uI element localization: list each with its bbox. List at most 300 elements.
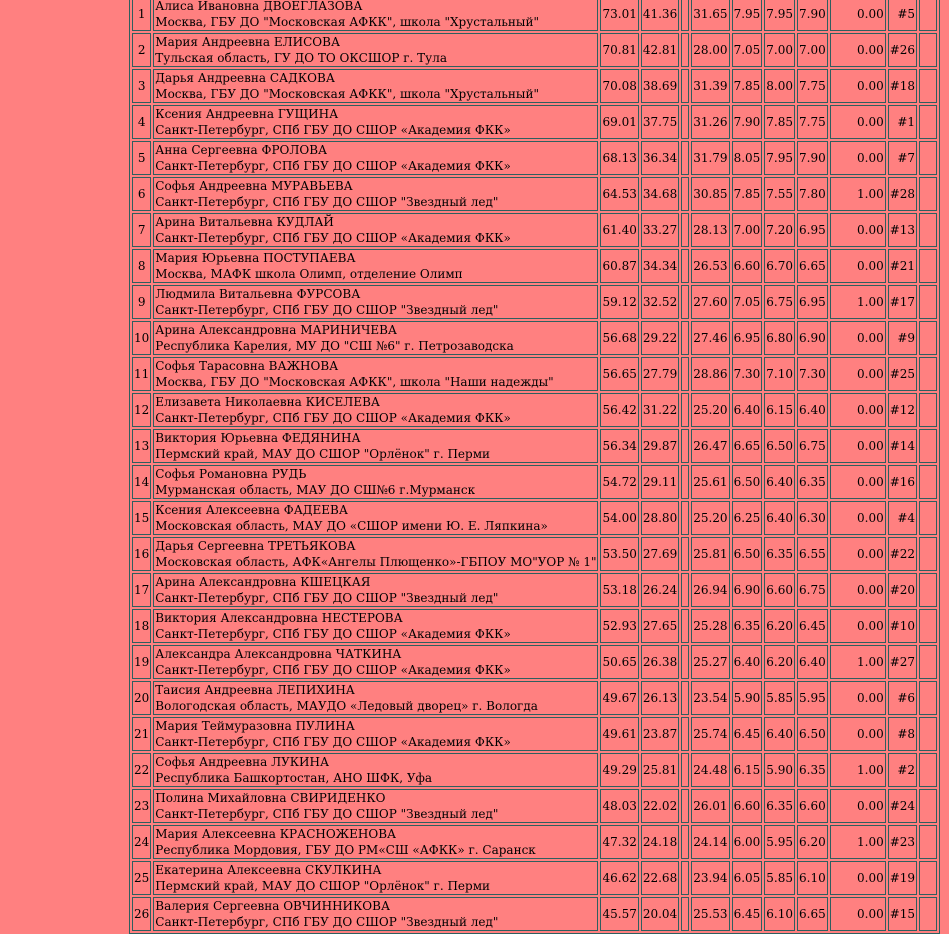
table-row bbox=[132, 393, 937, 427]
total-score-cell: 70.81 bbox=[600, 33, 638, 67]
table-row bbox=[132, 537, 937, 571]
results-table-container bbox=[129, 0, 940, 934]
spacer-cell bbox=[681, 429, 689, 463]
spacer-cell bbox=[681, 537, 689, 571]
skater-name[interactable]: Виктория Юрьевна ФЕДЯНИНА bbox=[155, 431, 361, 445]
element-score-cell: 25.81 bbox=[641, 753, 679, 787]
spacer-cell bbox=[681, 681, 689, 715]
total-score-cell: 73.01 bbox=[600, 0, 638, 31]
skater-club: Республика Башкортостан, АНО ШФК, Уфа bbox=[155, 771, 433, 785]
component-1-cell: 6.15 bbox=[732, 753, 763, 787]
component-2-cell: 7.10 bbox=[764, 357, 795, 391]
component-1-cell: 6.00 bbox=[732, 825, 763, 859]
component-3-cell: 7.00 bbox=[797, 33, 828, 67]
spacer-cell bbox=[681, 177, 689, 211]
skater-name[interactable]: Полина Михайловна СВИРИДЕНКО bbox=[155, 791, 386, 805]
skater-name[interactable]: Мария Теймуразовна ПУЛИНА bbox=[155, 719, 355, 733]
spacer-cell bbox=[681, 285, 689, 319]
results-table-body bbox=[132, 0, 937, 931]
spacer-cell bbox=[919, 429, 937, 463]
component-1-cell: 7.85 bbox=[732, 69, 763, 103]
component-2-cell: 6.10 bbox=[764, 897, 795, 931]
skater-cell bbox=[153, 213, 598, 247]
skater-cell bbox=[153, 753, 598, 787]
element-score-cell: 20.04 bbox=[641, 897, 679, 931]
start-number-cell: #10 bbox=[888, 609, 917, 643]
skater-name[interactable]: Александра Александровна ЧАТКИНА bbox=[155, 647, 402, 661]
skater-cell bbox=[153, 861, 598, 895]
component-1-cell: 6.25 bbox=[732, 501, 763, 535]
skater-name[interactable]: Арина Александровна КШЕЦКАЯ bbox=[155, 575, 371, 589]
skater-name[interactable]: Софья Тарасовна ВАЖНОВА bbox=[155, 359, 339, 373]
skater-club: Республика Мордовия, ГБУ ДО РМ«СШ «АФКК» г. Саранск bbox=[155, 843, 536, 857]
spacer-cell bbox=[681, 357, 689, 391]
skater-club: Санкт-Петербург, СПб ГБУ ДО СШОР "Звездный лед" bbox=[155, 303, 499, 317]
place-cell: 15 bbox=[132, 501, 151, 535]
skater-club: Санкт-Петербург, СПб ГБУ ДО СШОР «Академия ФКК» bbox=[155, 663, 511, 677]
component-3-cell: 7.90 bbox=[797, 0, 828, 31]
spacer-cell bbox=[919, 861, 937, 895]
start-number-cell: #21 bbox=[888, 249, 917, 283]
start-number-cell: #28 bbox=[888, 177, 917, 211]
start-number-cell: #24 bbox=[888, 789, 917, 823]
spacer-cell bbox=[919, 717, 937, 751]
table-row bbox=[132, 753, 937, 787]
total-score-cell: 69.01 bbox=[600, 105, 638, 139]
component-3-cell: 7.80 bbox=[797, 177, 828, 211]
spacer-cell bbox=[919, 501, 937, 535]
table-row bbox=[132, 177, 937, 211]
spacer-cell bbox=[919, 249, 937, 283]
component-1-cell: 6.50 bbox=[732, 465, 763, 499]
element-score-cell: 42.81 bbox=[641, 33, 679, 67]
place-cell: 5 bbox=[132, 141, 151, 175]
component-1-cell: 6.35 bbox=[732, 609, 763, 643]
total-score-cell: 46.62 bbox=[600, 861, 638, 895]
skater-cell bbox=[153, 789, 598, 823]
spacer-cell bbox=[681, 69, 689, 103]
place-cell: 2 bbox=[132, 33, 151, 67]
skater-name[interactable]: Мария Андреевна ЕЛИСОВА bbox=[155, 35, 341, 49]
total-score-cell: 56.68 bbox=[600, 321, 638, 355]
total-score-cell: 56.34 bbox=[600, 429, 638, 463]
spacer-cell bbox=[919, 789, 937, 823]
place-cell: 4 bbox=[132, 105, 151, 139]
deductions-cell: 0.00 bbox=[830, 501, 886, 535]
component-1-cell: 6.05 bbox=[732, 861, 763, 895]
skater-club: Санкт-Петербург, СПб ГБУ ДО СШОР «Академия ФКК» bbox=[155, 159, 511, 173]
table-row bbox=[132, 285, 937, 319]
element-score-cell: 34.68 bbox=[641, 177, 679, 211]
component-2-cell: 6.70 bbox=[764, 249, 795, 283]
spacer-cell bbox=[919, 681, 937, 715]
skater-name[interactable]: Алиса Ивановна ДВОЕГЛАЗОВА bbox=[155, 0, 363, 13]
component-2-cell: 6.20 bbox=[764, 645, 795, 679]
component-2-cell: 6.50 bbox=[764, 429, 795, 463]
table-row bbox=[132, 717, 937, 751]
start-number-cell: #12 bbox=[888, 393, 917, 427]
component-2-cell: 6.15 bbox=[764, 393, 795, 427]
component-1-cell: 7.00 bbox=[732, 213, 763, 247]
spacer-cell bbox=[919, 573, 937, 607]
component-1-cell: 5.90 bbox=[732, 681, 763, 715]
skater-cell bbox=[153, 285, 598, 319]
skater-name[interactable]: Арина Александровна МАРИНИЧЕВА bbox=[155, 323, 398, 337]
skater-club: Тульская область, ГУ ДО ТО ОКСШОР г. Тула bbox=[155, 51, 447, 65]
skater-club: Вологодская область, МАУДО «Ледовый дворец» г. Вологда bbox=[155, 699, 538, 713]
component-1-cell: 7.30 bbox=[732, 357, 763, 391]
start-number-cell: #23 bbox=[888, 825, 917, 859]
deductions-cell: 0.00 bbox=[830, 0, 886, 31]
component-score-cell: 27.46 bbox=[691, 321, 729, 355]
skater-name[interactable]: Таисия Андреевна ЛЕПИХИНА bbox=[155, 683, 355, 697]
table-row bbox=[132, 645, 937, 679]
skater-cell bbox=[153, 681, 598, 715]
table-row bbox=[132, 681, 937, 715]
spacer-cell bbox=[919, 825, 937, 859]
skater-name[interactable]: Анна Сергеевна ФРОЛОВА bbox=[155, 143, 328, 157]
element-score-cell: 41.36 bbox=[641, 0, 679, 31]
component-1-cell: 7.05 bbox=[732, 33, 763, 67]
component-1-cell: 6.50 bbox=[732, 537, 763, 571]
component-score-cell: 23.54 bbox=[691, 681, 729, 715]
deductions-cell: 1.00 bbox=[830, 753, 886, 787]
start-number-cell: #27 bbox=[888, 645, 917, 679]
component-2-cell: 7.55 bbox=[764, 177, 795, 211]
component-1-cell: 7.05 bbox=[732, 285, 763, 319]
skater-cell bbox=[153, 249, 598, 283]
component-score-cell: 25.81 bbox=[691, 537, 729, 571]
deductions-cell: 0.00 bbox=[830, 573, 886, 607]
deductions-cell: 0.00 bbox=[830, 897, 886, 931]
component-1-cell: 6.45 bbox=[732, 717, 763, 751]
place-cell: 13 bbox=[132, 429, 151, 463]
start-number-cell: #9 bbox=[888, 321, 917, 355]
spacer-cell bbox=[681, 717, 689, 751]
total-score-cell: 61.40 bbox=[600, 213, 638, 247]
component-3-cell: 6.20 bbox=[797, 825, 828, 859]
results-table bbox=[129, 0, 940, 934]
skater-name[interactable]: Виктория Александровна НЕСТЕРОВА bbox=[155, 611, 403, 625]
component-2-cell: 6.75 bbox=[764, 285, 795, 319]
spacer-cell bbox=[919, 141, 937, 175]
deductions-cell: 0.00 bbox=[830, 681, 886, 715]
deductions-cell: 1.00 bbox=[830, 285, 886, 319]
deductions-cell: 0.00 bbox=[830, 105, 886, 139]
component-2-cell: 7.00 bbox=[764, 33, 795, 67]
start-number-cell: #6 bbox=[888, 681, 917, 715]
component-3-cell: 6.45 bbox=[797, 609, 828, 643]
deductions-cell: 0.00 bbox=[830, 69, 886, 103]
deductions-cell: 0.00 bbox=[830, 861, 886, 895]
total-score-cell: 54.72 bbox=[600, 465, 638, 499]
skater-name[interactable]: Елизавета Николаевна КИСЕЛЕВА bbox=[155, 395, 380, 409]
component-3-cell: 6.10 bbox=[797, 861, 828, 895]
start-number-cell: #5 bbox=[888, 0, 917, 31]
component-1-cell: 7.85 bbox=[732, 177, 763, 211]
element-score-cell: 23.87 bbox=[641, 717, 679, 751]
place-cell: 9 bbox=[132, 285, 151, 319]
place-cell: 16 bbox=[132, 537, 151, 571]
total-score-cell: 45.57 bbox=[600, 897, 638, 931]
table-row bbox=[132, 897, 937, 931]
table-row bbox=[132, 789, 937, 823]
skater-cell bbox=[153, 357, 598, 391]
component-3-cell: 6.55 bbox=[797, 537, 828, 571]
component-score-cell: 25.27 bbox=[691, 645, 729, 679]
deductions-cell: 0.00 bbox=[830, 609, 886, 643]
component-2-cell: 6.60 bbox=[764, 573, 795, 607]
deductions-cell: 0.00 bbox=[830, 213, 886, 247]
component-score-cell: 31.26 bbox=[691, 105, 729, 139]
skater-cell bbox=[153, 429, 598, 463]
component-3-cell: 6.60 bbox=[797, 789, 828, 823]
start-number-cell: #20 bbox=[888, 573, 917, 607]
component-score-cell: 25.20 bbox=[691, 501, 729, 535]
skater-club: Москва, МАФК школа Олимп, отделение Олимп bbox=[155, 267, 463, 281]
element-score-cell: 27.65 bbox=[641, 609, 679, 643]
component-score-cell: 24.14 bbox=[691, 825, 729, 859]
total-score-cell: 47.32 bbox=[600, 825, 638, 859]
total-score-cell: 68.13 bbox=[600, 141, 638, 175]
element-score-cell: 36.34 bbox=[641, 141, 679, 175]
total-score-cell: 56.65 bbox=[600, 357, 638, 391]
spacer-cell bbox=[681, 753, 689, 787]
skater-cell bbox=[153, 69, 598, 103]
component-2-cell: 7.95 bbox=[764, 0, 795, 31]
start-number-cell: #25 bbox=[888, 357, 917, 391]
component-1-cell: 7.95 bbox=[732, 0, 763, 31]
total-score-cell: 70.08 bbox=[600, 69, 638, 103]
total-score-cell: 49.67 bbox=[600, 681, 638, 715]
table-row bbox=[132, 249, 937, 283]
start-number-cell: #17 bbox=[888, 285, 917, 319]
skater-cell bbox=[153, 177, 598, 211]
place-cell: 11 bbox=[132, 357, 151, 391]
skater-name[interactable]: Людмила Витальевна ФУРСОВА bbox=[155, 287, 361, 301]
table-row bbox=[132, 105, 937, 139]
skater-name[interactable]: Софья Романовна РУДЬ bbox=[155, 467, 307, 481]
skater-club: Московская область, АФК«Ангелы Плющенко»-ГБПОУ МО"УОР № 1" bbox=[155, 555, 597, 569]
skater-name[interactable]: Валерия Сергеевна ОВЧИННИКОВА bbox=[155, 899, 391, 913]
deductions-cell: 1.00 bbox=[830, 825, 886, 859]
component-2-cell: 7.95 bbox=[764, 141, 795, 175]
component-3-cell: 6.40 bbox=[797, 393, 828, 427]
place-cell: 8 bbox=[132, 249, 151, 283]
spacer-cell bbox=[681, 141, 689, 175]
spacer-cell bbox=[681, 861, 689, 895]
component-2-cell: 5.85 bbox=[764, 681, 795, 715]
skater-club: Московская область, МАУ ДО «СШОР имени Ю. Е. Ляпкина» bbox=[155, 519, 548, 533]
skater-cell bbox=[153, 825, 598, 859]
component-score-cell: 28.00 bbox=[691, 33, 729, 67]
spacer-cell bbox=[919, 321, 937, 355]
component-1-cell: 6.40 bbox=[732, 645, 763, 679]
start-number-cell: #2 bbox=[888, 753, 917, 787]
component-score-cell: 25.20 bbox=[691, 393, 729, 427]
spacer-cell bbox=[919, 465, 937, 499]
component-score-cell: 26.01 bbox=[691, 789, 729, 823]
element-score-cell: 24.18 bbox=[641, 825, 679, 859]
skater-name[interactable]: Софья Андреевна ЛУКИНА bbox=[155, 755, 330, 769]
start-number-cell: #1 bbox=[888, 105, 917, 139]
table-row bbox=[132, 357, 937, 391]
component-1-cell: 6.45 bbox=[732, 897, 763, 931]
skater-club: Санкт-Петербург, СПб ГБУ ДО СШОР "Звездный лед" bbox=[155, 591, 499, 605]
component-score-cell: 26.53 bbox=[691, 249, 729, 283]
spacer-cell bbox=[919, 285, 937, 319]
component-2-cell: 8.00 bbox=[764, 69, 795, 103]
component-score-cell: 27.60 bbox=[691, 285, 729, 319]
table-row bbox=[132, 213, 937, 247]
start-number-cell: #18 bbox=[888, 69, 917, 103]
component-score-cell: 25.61 bbox=[691, 465, 729, 499]
table-row bbox=[132, 0, 937, 31]
element-score-cell: 22.02 bbox=[641, 789, 679, 823]
skater-cell bbox=[153, 717, 598, 751]
skater-cell bbox=[153, 465, 598, 499]
component-2-cell: 5.85 bbox=[764, 861, 795, 895]
table-row bbox=[132, 69, 937, 103]
spacer-cell bbox=[681, 249, 689, 283]
skater-cell bbox=[153, 573, 598, 607]
table-row bbox=[132, 33, 937, 67]
place-cell: 7 bbox=[132, 213, 151, 247]
deductions-cell: 0.00 bbox=[830, 321, 886, 355]
skater-cell bbox=[153, 33, 598, 67]
skater-cell bbox=[153, 393, 598, 427]
deductions-cell: 0.00 bbox=[830, 537, 886, 571]
element-score-cell: 37.75 bbox=[641, 105, 679, 139]
skater-name[interactable]: Софья Андреевна МУРАВЬЕВА bbox=[155, 179, 353, 193]
deductions-cell: 0.00 bbox=[830, 141, 886, 175]
place-cell: 20 bbox=[132, 681, 151, 715]
deductions-cell: 1.00 bbox=[830, 645, 886, 679]
table-row bbox=[132, 861, 937, 895]
deductions-cell: 0.00 bbox=[830, 429, 886, 463]
spacer-cell bbox=[919, 537, 937, 571]
component-score-cell: 26.94 bbox=[691, 573, 729, 607]
spacer-cell bbox=[681, 501, 689, 535]
skater-cell bbox=[153, 141, 598, 175]
skater-club: Москва, ГБУ ДО "Московская АФКК", школа "Хрустальный" bbox=[155, 87, 539, 101]
component-3-cell: 7.30 bbox=[797, 357, 828, 391]
skater-cell bbox=[153, 321, 598, 355]
component-score-cell: 31.39 bbox=[691, 69, 729, 103]
component-score-cell: 31.65 bbox=[691, 0, 729, 31]
component-score-cell: 23.94 bbox=[691, 861, 729, 895]
element-score-cell: 26.24 bbox=[641, 573, 679, 607]
component-1-cell: 6.65 bbox=[732, 429, 763, 463]
table-row bbox=[132, 141, 937, 175]
start-number-cell: #16 bbox=[888, 465, 917, 499]
spacer-cell bbox=[919, 177, 937, 211]
component-score-cell: 31.79 bbox=[691, 141, 729, 175]
place-cell: 1 bbox=[132, 0, 151, 31]
component-3-cell: 6.30 bbox=[797, 501, 828, 535]
spacer-cell bbox=[681, 0, 689, 31]
component-3-cell: 6.50 bbox=[797, 717, 828, 751]
place-cell: 24 bbox=[132, 825, 151, 859]
place-cell: 26 bbox=[132, 897, 151, 931]
component-1-cell: 6.60 bbox=[732, 789, 763, 823]
element-score-cell: 31.22 bbox=[641, 393, 679, 427]
place-cell: 6 bbox=[132, 177, 151, 211]
spacer-cell bbox=[919, 645, 937, 679]
spacer-cell bbox=[919, 33, 937, 67]
place-cell: 17 bbox=[132, 573, 151, 607]
skater-cell bbox=[153, 645, 598, 679]
deductions-cell: 1.00 bbox=[830, 177, 886, 211]
element-score-cell: 26.13 bbox=[641, 681, 679, 715]
component-3-cell: 6.95 bbox=[797, 213, 828, 247]
component-score-cell: 25.74 bbox=[691, 717, 729, 751]
total-score-cell: 60.87 bbox=[600, 249, 638, 283]
component-2-cell: 6.20 bbox=[764, 609, 795, 643]
component-1-cell: 6.90 bbox=[732, 573, 763, 607]
skater-name[interactable]: Екатерина Алексеевна СКУЛКИНА bbox=[155, 863, 382, 877]
component-3-cell: 6.95 bbox=[797, 285, 828, 319]
component-2-cell: 6.40 bbox=[764, 717, 795, 751]
skater-name[interactable]: Мария Алексеевна КРАСНОЖЕНОВА bbox=[155, 827, 397, 841]
place-cell: 21 bbox=[132, 717, 151, 751]
skater-name[interactable]: Мария Юрьевна ПОСТУПАЕВА bbox=[155, 251, 356, 265]
component-3-cell: 6.35 bbox=[797, 753, 828, 787]
skater-cell bbox=[153, 0, 598, 31]
element-score-cell: 33.27 bbox=[641, 213, 679, 247]
skater-club: Республика Карелия, МУ ДО "СШ №6" г. Петрозаводска bbox=[155, 339, 514, 353]
spacer-cell bbox=[681, 465, 689, 499]
skater-club: Пермский край, МАУ ДО СШОР "Орлёнок" г. Перми bbox=[155, 447, 491, 461]
component-2-cell: 7.20 bbox=[764, 213, 795, 247]
skater-cell bbox=[153, 897, 598, 931]
skater-club: Санкт-Петербург, СПб ГБУ ДО СШОР "Звездный лед" bbox=[155, 195, 499, 209]
spacer-cell bbox=[919, 69, 937, 103]
skater-club: Санкт-Петербург, СПб ГБУ ДО СШОР «Академия ФКК» bbox=[155, 231, 511, 245]
skater-name[interactable]: Дарья Сергеевна ТРЕТЬЯКОВА bbox=[155, 539, 356, 553]
component-3-cell: 6.40 bbox=[797, 645, 828, 679]
table-row bbox=[132, 321, 937, 355]
skater-cell bbox=[153, 501, 598, 535]
spacer-cell bbox=[681, 393, 689, 427]
skater-name[interactable]: Арина Витальевна КУДЛАЙ bbox=[155, 215, 334, 229]
component-2-cell: 7.85 bbox=[764, 105, 795, 139]
start-number-cell: #4 bbox=[888, 501, 917, 535]
component-score-cell: 26.47 bbox=[691, 429, 729, 463]
skater-club: Санкт-Петербург, СПб ГБУ ДО СШОР "Звездный лед" bbox=[155, 915, 499, 929]
component-3-cell: 6.75 bbox=[797, 573, 828, 607]
start-number-cell: #26 bbox=[888, 33, 917, 67]
place-cell: 3 bbox=[132, 69, 151, 103]
skater-club: Москва, ГБУ ДО "Московская АФКК", школа "Наши надежды" bbox=[155, 375, 554, 389]
element-score-cell: 27.79 bbox=[641, 357, 679, 391]
skater-name[interactable]: Дарья Андреевна САДКОВА bbox=[155, 71, 335, 85]
deductions-cell: 0.00 bbox=[830, 357, 886, 391]
component-3-cell: 7.75 bbox=[797, 105, 828, 139]
element-score-cell: 32.52 bbox=[641, 285, 679, 319]
deductions-cell: 0.00 bbox=[830, 249, 886, 283]
deductions-cell: 0.00 bbox=[830, 393, 886, 427]
spacer-cell bbox=[681, 825, 689, 859]
skater-name[interactable]: Ксения Алексеевна ФАДЕЕВА bbox=[155, 503, 348, 517]
component-3-cell: 6.75 bbox=[797, 429, 828, 463]
start-number-cell: #7 bbox=[888, 141, 917, 175]
place-cell: 12 bbox=[132, 393, 151, 427]
total-score-cell: 48.03 bbox=[600, 789, 638, 823]
deductions-cell: 0.00 bbox=[830, 33, 886, 67]
spacer-cell bbox=[681, 645, 689, 679]
skater-name[interactable]: Ксения Андреевна ГУЩИНА bbox=[155, 107, 339, 121]
